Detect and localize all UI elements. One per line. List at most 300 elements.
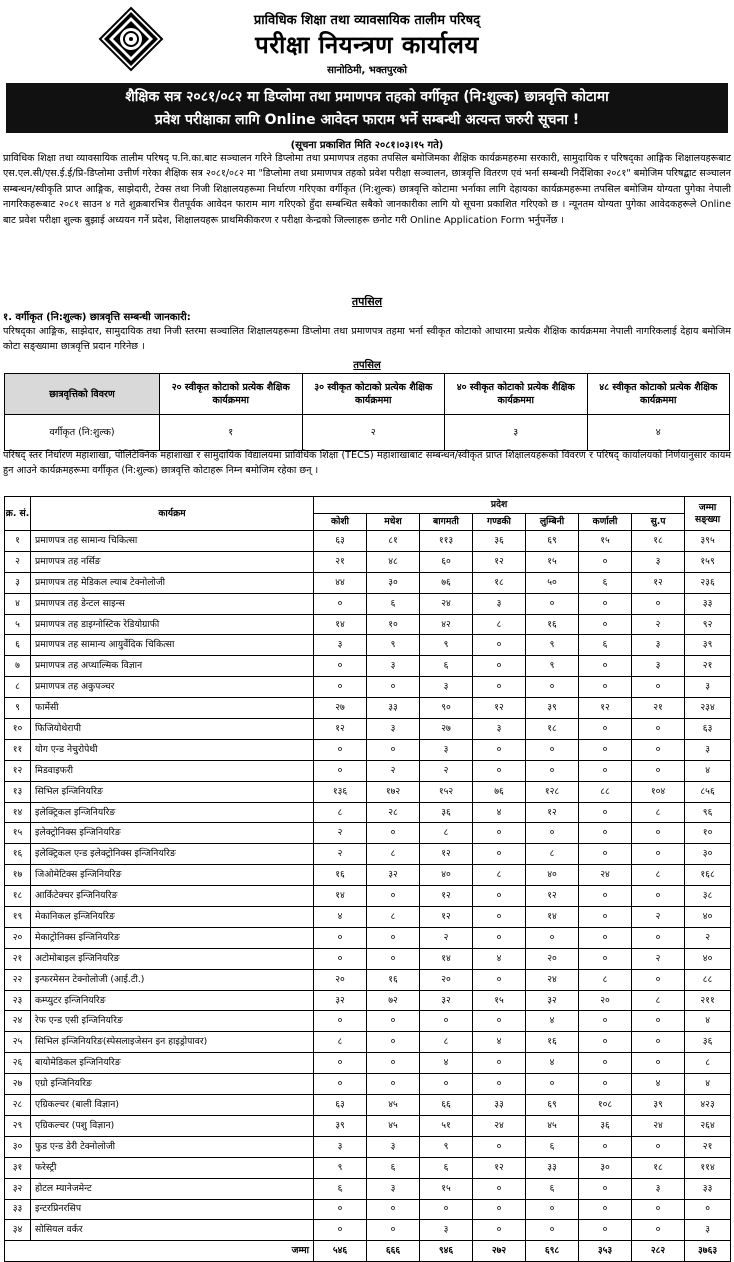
province-quota: ० xyxy=(314,1053,367,1074)
province-quota: ० xyxy=(632,1032,685,1053)
province-quota: ० xyxy=(314,948,367,969)
province-quota: ० xyxy=(579,886,632,907)
province-name: सु.प xyxy=(632,514,685,531)
province-quota: ५० xyxy=(526,572,579,593)
program-name: रेफ एन्ड एसी इन्जिनियरिङ xyxy=(31,1011,314,1032)
row-total: १५९ xyxy=(685,551,731,572)
province-quota: १२ xyxy=(473,1157,526,1178)
row-number: ७ xyxy=(5,656,31,677)
province-quota: ० xyxy=(314,739,367,760)
table-row xyxy=(5,823,731,844)
quota-cell: वर्गीकृत (नि:शुल्क) xyxy=(5,415,160,451)
row-total: ३३ xyxy=(685,1178,731,1199)
province-quota: ० xyxy=(579,1199,632,1220)
province-total: ३५३ xyxy=(579,1241,632,1262)
province-quota: ० xyxy=(473,969,526,990)
province-quota: ३३ xyxy=(526,1157,579,1178)
table-row xyxy=(5,1115,731,1136)
row-number: ३४ xyxy=(5,1220,31,1241)
province-quota: १२ xyxy=(420,886,473,907)
province-quota: १५ xyxy=(526,551,579,572)
province-quota: ९ xyxy=(526,656,579,677)
province-quota: ० xyxy=(579,844,632,865)
row-total: २३४ xyxy=(685,698,731,719)
province-quota: ८ xyxy=(367,907,420,928)
province-quota: ८ xyxy=(314,1032,367,1053)
province-quota: ९ xyxy=(420,1136,473,1157)
province-quota: ८ xyxy=(632,990,685,1011)
province-quota: ० xyxy=(473,1053,526,1074)
province-quota: ४४ xyxy=(314,572,367,593)
province-quota: ० xyxy=(526,1199,579,1220)
province-total: २८२ xyxy=(632,1241,685,1262)
row-total: ८ xyxy=(685,1053,731,1074)
province-quota: ० xyxy=(473,677,526,698)
province-quota: ६ xyxy=(420,656,473,677)
quota-header-cell: छात्रवृत्तिको विवरण xyxy=(5,374,160,415)
row-number: १ xyxy=(5,531,31,552)
province-quota: ८ xyxy=(579,969,632,990)
province-quota: २ xyxy=(314,844,367,865)
province-quota: ० xyxy=(579,760,632,781)
province-quota: ८ xyxy=(473,865,526,886)
province-quota: २१ xyxy=(314,551,367,572)
province-quota: १४ xyxy=(314,886,367,907)
province-quota: ० xyxy=(314,760,367,781)
province-quota: ६६ xyxy=(420,1095,473,1116)
province-quota: ३३ xyxy=(367,698,420,719)
province-quota: १०४ xyxy=(632,781,685,802)
province-quota: १२ xyxy=(526,802,579,823)
province-quota: ० xyxy=(632,593,685,614)
row-number: ४ xyxy=(5,593,31,614)
row-number: २८ xyxy=(5,1095,31,1116)
province-quota: २ xyxy=(632,614,685,635)
province-quota: ३ xyxy=(420,1220,473,1241)
province-quota: २४ xyxy=(526,969,579,990)
program-name: प्रमाणपत्र तह अप्थाल्मिक विज्ञान xyxy=(31,656,314,677)
row-total: २११ xyxy=(685,990,731,1011)
province-quota: १३६ xyxy=(314,781,367,802)
province-quota: २० xyxy=(526,948,579,969)
row-number: २२ xyxy=(5,969,31,990)
province-quota: ४ xyxy=(473,802,526,823)
province-quota: ० xyxy=(579,802,632,823)
row-total: ९६ xyxy=(685,802,731,823)
sn-header: क्र. सं. xyxy=(5,497,31,531)
province-quota: ३६ xyxy=(473,531,526,552)
province-quota: ३ xyxy=(632,1178,685,1199)
row-number: २७ xyxy=(5,1074,31,1095)
program-header: कार्यक्रम xyxy=(31,497,314,531)
quota-table xyxy=(4,373,730,451)
province-quota: ० xyxy=(579,1053,632,1074)
row-number: २६ xyxy=(5,1053,31,1074)
province-quota: १५ xyxy=(420,1178,473,1199)
row-number: १८ xyxy=(5,886,31,907)
province-quota: २ xyxy=(632,907,685,928)
province-quota: ० xyxy=(473,1136,526,1157)
table-row xyxy=(5,865,731,886)
program-name: प्रमाणपत्र तह डाइग्नोस्टिक रेडियोग्राफी xyxy=(31,614,314,635)
province-quota: १२८ xyxy=(526,781,579,802)
row-number: १३ xyxy=(5,781,31,802)
program-table-body xyxy=(5,531,731,1262)
province-quota: २ xyxy=(367,760,420,781)
row-number: १२ xyxy=(5,760,31,781)
province-quota: १५ xyxy=(579,531,632,552)
province-quota: ३ xyxy=(314,635,367,656)
province-quota: ८१ xyxy=(367,531,420,552)
province-quota: ० xyxy=(314,927,367,948)
province-quota: ० xyxy=(367,1074,420,1095)
row-total: ० xyxy=(685,1199,731,1220)
province-quota: ४५ xyxy=(367,1115,420,1136)
table-row xyxy=(5,1199,731,1220)
province-quota: ० xyxy=(473,886,526,907)
program-name: इन्फरमेसन टेक्नोलोजी (आई.टी.) xyxy=(31,969,314,990)
province-quota: ६३ xyxy=(314,531,367,552)
notice-banner xyxy=(6,83,728,133)
province-quota: ८ xyxy=(420,823,473,844)
row-total: ३ xyxy=(685,677,731,698)
row-number: १६ xyxy=(5,844,31,865)
province-quota: ३३ xyxy=(473,1095,526,1116)
province-quota: ० xyxy=(473,844,526,865)
row-total: ३ xyxy=(685,739,731,760)
province-quota: ० xyxy=(367,739,420,760)
table-row xyxy=(5,1095,731,1116)
province-quota: ० xyxy=(632,886,685,907)
row-total: ४२३ xyxy=(685,1095,731,1116)
province-quota: ३६ xyxy=(420,802,473,823)
province-quota: ० xyxy=(632,844,685,865)
program-name: अटोमोबाइल इन्जिनियरिङ xyxy=(31,948,314,969)
province-quota: १८ xyxy=(632,1157,685,1178)
row-number: ९ xyxy=(5,698,31,719)
province-quota: ० xyxy=(473,927,526,948)
province-quota: ० xyxy=(367,1220,420,1241)
province-quota: ७६ xyxy=(420,572,473,593)
province-quota: १८ xyxy=(632,531,685,552)
total-header: जम्मा सङ्ख्या xyxy=(685,497,731,531)
province-quota: ० xyxy=(473,823,526,844)
document-header xyxy=(0,0,734,82)
province-quota: १६ xyxy=(314,865,367,886)
row-number: ११ xyxy=(5,739,31,760)
province-quota: २७ xyxy=(314,698,367,719)
province-quota: ० xyxy=(632,823,685,844)
program-name: प्रमाणपत्र तह नर्सिङ xyxy=(31,551,314,572)
province-quota: ३ xyxy=(473,593,526,614)
province-quota: ३२ xyxy=(314,990,367,1011)
table-row xyxy=(5,1032,731,1053)
row-total: १० xyxy=(685,823,731,844)
province-quota: ० xyxy=(367,886,420,907)
province-quota: ० xyxy=(367,677,420,698)
table-row xyxy=(5,677,731,698)
quota-table-header xyxy=(5,374,730,415)
row-total: ३९५ xyxy=(685,531,731,552)
province-name: गण्डकी xyxy=(473,514,526,531)
table-row xyxy=(5,719,731,740)
province-quota: ० xyxy=(632,1220,685,1241)
row-number: ५ xyxy=(5,614,31,635)
program-paragraph: परिषद् स्तर निर्धारण महाशाखा, पोलिटेक्निक महाशाखा र सामुदायिक विद्यालयमा प्राविधिक शिक्षा (TECS) महाशाखाबाट सम्बन्धन/स्वीकृत प्राप्त शिक्षालयहरूको विवरण र परिषद् कार्यालयको निर्णयानुसार कायम हुन आउने कार्यक्रमहरूमा वर्गीकृत (नि:शुल्क) छात्रवृत्ति कोटाहरू निम्न बमोजिम रहेका छन् । xyxy=(3,450,731,477)
quota-header-cell: ४८ स्वीकृत कोटाको प्रत्येक शैक्षिक कार्यक्रममा xyxy=(587,374,730,415)
row-number: १५ xyxy=(5,823,31,844)
province-quota: ६० xyxy=(420,551,473,572)
province-quota: ८ xyxy=(314,802,367,823)
province-quota: ४ xyxy=(473,948,526,969)
program-name: कम्प्युटर इन्जिनियरिङ xyxy=(31,990,314,1011)
quota-cell: २ xyxy=(302,415,445,451)
table-row xyxy=(5,781,731,802)
province-quota: ३ xyxy=(367,656,420,677)
province-quota: ० xyxy=(579,551,632,572)
council-name: प्राविधिक शिक्षा तथा व्यावसायिक तालीम परिषद् xyxy=(253,13,481,28)
program-name: फार्मेसी xyxy=(31,698,314,719)
row-total: ९२ xyxy=(685,614,731,635)
table-row xyxy=(5,948,731,969)
program-name: प्रमाणपत्र तह डेन्टल साइन्स xyxy=(31,593,314,614)
row-total: २३६ xyxy=(685,572,731,593)
table-row xyxy=(5,844,731,865)
province-quota: ४० xyxy=(420,865,473,886)
province-quota: ० xyxy=(314,1220,367,1241)
province-quota: ० xyxy=(420,1199,473,1220)
province-quota: ० xyxy=(526,739,579,760)
province-quota: ० xyxy=(526,1074,579,1095)
table-row xyxy=(5,969,731,990)
province-quota: ८ xyxy=(632,802,685,823)
province-quota: ० xyxy=(526,823,579,844)
province-total: ६९८ xyxy=(526,1241,579,1262)
province-quota: ९ xyxy=(314,1157,367,1178)
province-quota: ४० xyxy=(526,865,579,886)
banner-line-1: शैक्षिक सत्र २०८१/०८२ मा डिप्लोमा तथा प्रमाणपत्र तहको वर्गीकृत (नि:शुल्क) छात्रवृत्ति कोटामा xyxy=(125,89,609,105)
row-number: २० xyxy=(5,927,31,948)
province-quota: २ xyxy=(420,927,473,948)
total-row xyxy=(5,1241,731,1262)
table-row xyxy=(5,760,731,781)
program-name: मेकाट्रोनिक्स इन्जिनियरिङ xyxy=(31,927,314,948)
table-row xyxy=(5,1136,731,1157)
program-quota-table xyxy=(4,496,731,1262)
program-name: इलेक्ट्रिकल एन्ड इलेक्ट्रोनिक्स इन्जिनियरिङ xyxy=(31,844,314,865)
province-total: २७२ xyxy=(473,1241,526,1262)
province-quota: ० xyxy=(473,1074,526,1095)
province-quota: २४ xyxy=(579,865,632,886)
province-quota: ० xyxy=(473,635,526,656)
province-quota: ४ xyxy=(526,1053,579,1074)
province-quota: ७६ xyxy=(473,781,526,802)
province-quota: ० xyxy=(579,948,632,969)
province-quota: ० xyxy=(526,1220,579,1241)
table-row xyxy=(5,551,731,572)
program-name: इन्टरप्रिनरसिप xyxy=(31,1199,314,1220)
province-quota: ६ xyxy=(367,1157,420,1178)
province-quota: ० xyxy=(473,1199,526,1220)
province-quota: ८ xyxy=(420,1032,473,1053)
sub-title: १. वर्गीकृत (नि:शुल्क) छात्रवृत्ति सम्बन्धी जानकारी: xyxy=(3,312,191,323)
province-quota: ८ xyxy=(473,614,526,635)
province-quota: ३ xyxy=(314,1136,367,1157)
province-quota: ३२ xyxy=(526,990,579,1011)
province-name: कर्णाली xyxy=(579,514,632,531)
province-quota: ९ xyxy=(420,635,473,656)
province-quota: ० xyxy=(473,1178,526,1199)
quota-header-cell: ३० स्वीकृत कोटाको प्रत्येक शैक्षिक कार्यक्रममा xyxy=(302,374,445,415)
program-name: इलेक्ट्रोनिक्स इन्जिनियरिङ xyxy=(31,823,314,844)
program-name: होटल म्यानेजमेन्ट xyxy=(31,1178,314,1199)
table-row xyxy=(5,698,731,719)
province-quota: ९ xyxy=(526,635,579,656)
province-quota: ६९ xyxy=(526,1095,579,1116)
table-row xyxy=(5,1157,731,1178)
province-quota: ० xyxy=(367,948,420,969)
grand-total: ३७६३ xyxy=(685,1241,731,1262)
province-quota: २० xyxy=(420,969,473,990)
province-quota: २४ xyxy=(473,1115,526,1136)
province-quota: १२ xyxy=(314,719,367,740)
province-quota: ० xyxy=(367,823,420,844)
province-quota: ६ xyxy=(314,1178,367,1199)
total-label: जम्मा xyxy=(5,1241,314,1262)
province-quota: १२ xyxy=(473,551,526,572)
province-quota: ० xyxy=(632,719,685,740)
row-number: २९ xyxy=(5,1115,31,1136)
scholarship-paragraph: परिषद्का आङ्गिक, साझेदार, सामुदायिक तथा निजी स्तरमा सञ्चालित शिक्षालयहरूमा डिप्लोमा तथा प्रमाणपत्र तहमा भर्ना स्वीकृत कोटाको आधारमा प्रत्येक शैक्षिक कार्यक्रममा नेपाली नागरिकलाई देहाय बमोजिम कोटा सङ्ख्यामा छात्रवृत्ति प्रदान गरिनेछ । xyxy=(3,326,731,353)
province-quota: ० xyxy=(579,739,632,760)
province-quota: ६ xyxy=(420,1157,473,1178)
row-total: ४० xyxy=(685,948,731,969)
province-quota: १२ xyxy=(473,698,526,719)
province-quota: २ xyxy=(314,823,367,844)
province-quota: ३२ xyxy=(367,865,420,886)
row-number: १९ xyxy=(5,907,31,928)
province-quota: ० xyxy=(579,1074,632,1095)
province-quota: ३० xyxy=(367,572,420,593)
province-quota: १५२ xyxy=(420,781,473,802)
quota-table-title: तपसिल xyxy=(353,360,381,371)
banner-line-2: प्रवेश परीक्षाका लागि Online आवेदन फाराम भर्ने सम्बन्धी अत्यन्त जरुरी सूचना ! xyxy=(154,112,580,128)
province-quota: ० xyxy=(367,1032,420,1053)
table-row xyxy=(5,1053,731,1074)
province-quota: ६ xyxy=(579,572,632,593)
intro-paragraph: प्राविधिक शिक्षा तथा व्यावसायिक तालीम परिषद् प.नि.का.बाट सञ्चालन गरिने डिप्लोमा तथा प्रमाणपत्र तहका तपसिल बमोजिमका शैक्षिक कार्यक्रमहरुमा सरकारी, सामुदायिक र परिषद्का आङ्गिक शिक्षालयहरूबाट एस.एल.सी/एस.ई.ई/प्रि-डिप्लोमा उत्तीर्ण गरेका शैक्षिक सत्र २०८१/०८२ मा "डिप्लोमा तथा प्रमाणपत्र तहको प्रवेश परीक्षा सञ्चालन, छात्रवृत्ति वितरण एवं भर्ना सम्बन्धी निर्देशिका २०८१" बमोजिम परिषद्बाट सञ्चालन सम्बन्धन/स्वीकृति प्राप्त आङ्गिक, साझेदारी, टेक्स तथा निजी शिक्षालयहरूमा निर्धारण गरिएका वर्गीकृत (नि:शुल्क) छात्रवृत्ति कोटामा भर्नाका लागि देहायका कार्यक्रमहरूमा तपसिल बमोजिम योग्यता पुगेका नेपाली नागरिकहरूबाट २०८१ साउन ४ गते शुक्रबारभित्र रीतपूर्वक आवेदन फाराम माग गरिएको हुँदा सम्बन्धित सबैको जानकारीका लागि यो सूचना प्रकाशित गरिएको छ । न्यूनतम योग्यता पुगेका आवेदकहरूले Online बाट प्रवेश परीक्षा शुल्क बुझाई अध्ययन गर्ने प्रदेश, शिक्षालयहरू प्राथमिकीकरण र परीक्षा केन्द्रको जिल्लाहरू छनोट गरी Online Application Form भर्नुपर्नेछ । xyxy=(3,153,731,226)
province-quota: ० xyxy=(473,1011,526,1032)
province-quota: ३ xyxy=(632,635,685,656)
province-quota: ० xyxy=(632,927,685,948)
province-quota: ० xyxy=(473,739,526,760)
program-name: प्रमाणपत्र तह सामान्य चिकित्सा xyxy=(31,531,314,552)
province-quota: ४२ xyxy=(420,614,473,635)
row-total: ४ xyxy=(685,1074,731,1095)
quota-cell: ३ xyxy=(445,415,588,451)
province-name: बागमती xyxy=(420,514,473,531)
program-name: फुड एन्ड डेरी टेक्नोलोजी xyxy=(31,1136,314,1157)
province-quota: १८ xyxy=(473,572,526,593)
row-total: २६४ xyxy=(685,1115,731,1136)
province-quota: ५१ xyxy=(420,1115,473,1136)
province-quota: २० xyxy=(579,990,632,1011)
program-name: इलेक्ट्रिकल इन्जिनियरिङ xyxy=(31,802,314,823)
province-quota: ० xyxy=(579,1032,632,1053)
province-quota: ० xyxy=(632,677,685,698)
row-number: २ xyxy=(5,551,31,572)
province-quota: १६ xyxy=(526,1032,579,1053)
province-quota: २ xyxy=(632,948,685,969)
province-quota: ० xyxy=(579,1011,632,1032)
province-quota: १५ xyxy=(473,990,526,1011)
table-row xyxy=(5,927,731,948)
province-quota: २० xyxy=(314,969,367,990)
province-quota: ८ xyxy=(526,844,579,865)
province-quota: ४ xyxy=(526,1011,579,1032)
province-quota: ० xyxy=(314,1074,367,1095)
province-quota: ४८ xyxy=(367,551,420,572)
province-quota: ० xyxy=(632,739,685,760)
office-name: परीक्षा नियन्त्रण कार्यालय xyxy=(255,31,479,59)
quota-header-cell: ४० स्वीकृत कोटाको प्रत्येक शैक्षिक कार्यक्रममा xyxy=(445,374,588,415)
province-quota: ३ xyxy=(367,719,420,740)
province-quota: १२ xyxy=(526,886,579,907)
province-quota: ४ xyxy=(632,1074,685,1095)
province-quota: ० xyxy=(579,1136,632,1157)
province-quota: ० xyxy=(314,593,367,614)
province-quota: २ xyxy=(420,760,473,781)
table-row xyxy=(5,572,731,593)
row-number: १७ xyxy=(5,865,31,886)
program-name: एग्रिकल्चर (बाली विज्ञान) xyxy=(31,1095,314,1116)
province-quota: ९० xyxy=(420,698,473,719)
row-number: १० xyxy=(5,719,31,740)
program-name: जिओमेटिक्स इन्जिनियरिङ xyxy=(31,865,314,886)
row-number: ६ xyxy=(5,635,31,656)
province-quota: १८ xyxy=(526,719,579,740)
publication-date: (सूचना प्रकाशित मिति २०८१।०३।१५ गते) xyxy=(290,140,444,151)
province-quota: ९ xyxy=(367,635,420,656)
province-quota: १२ xyxy=(420,844,473,865)
province-quota: ३ xyxy=(367,1178,420,1199)
province-quota: ० xyxy=(314,1199,367,1220)
row-total: १६८ xyxy=(685,865,731,886)
row-total: ४० xyxy=(685,907,731,928)
table-row xyxy=(5,1220,731,1241)
province-quota: ० xyxy=(579,907,632,928)
row-total: ८८ xyxy=(685,969,731,990)
program-name: प्रमाणपत्र तह अकुपञ्चर xyxy=(31,677,314,698)
row-number: ८ xyxy=(5,677,31,698)
province-quota: ० xyxy=(632,1199,685,1220)
row-total: २१ xyxy=(685,656,731,677)
section-title: तपसिल xyxy=(351,295,383,308)
province-quota: ० xyxy=(473,1220,526,1241)
province-quota: ० xyxy=(314,1011,367,1032)
table-row xyxy=(5,656,731,677)
province-quota: ० xyxy=(526,760,579,781)
province-quota: ४५ xyxy=(526,1115,579,1136)
province-name: मधेश xyxy=(367,514,420,531)
program-name: सिभिल इन्जिनियरिङ xyxy=(31,781,314,802)
province-quota: ३ xyxy=(420,739,473,760)
province-quota: ४ xyxy=(314,907,367,928)
row-number: ३२ xyxy=(5,1178,31,1199)
province-quota: ० xyxy=(314,677,367,698)
row-total: ३६ xyxy=(685,1032,731,1053)
province-quota: ६३ xyxy=(314,1095,367,1116)
